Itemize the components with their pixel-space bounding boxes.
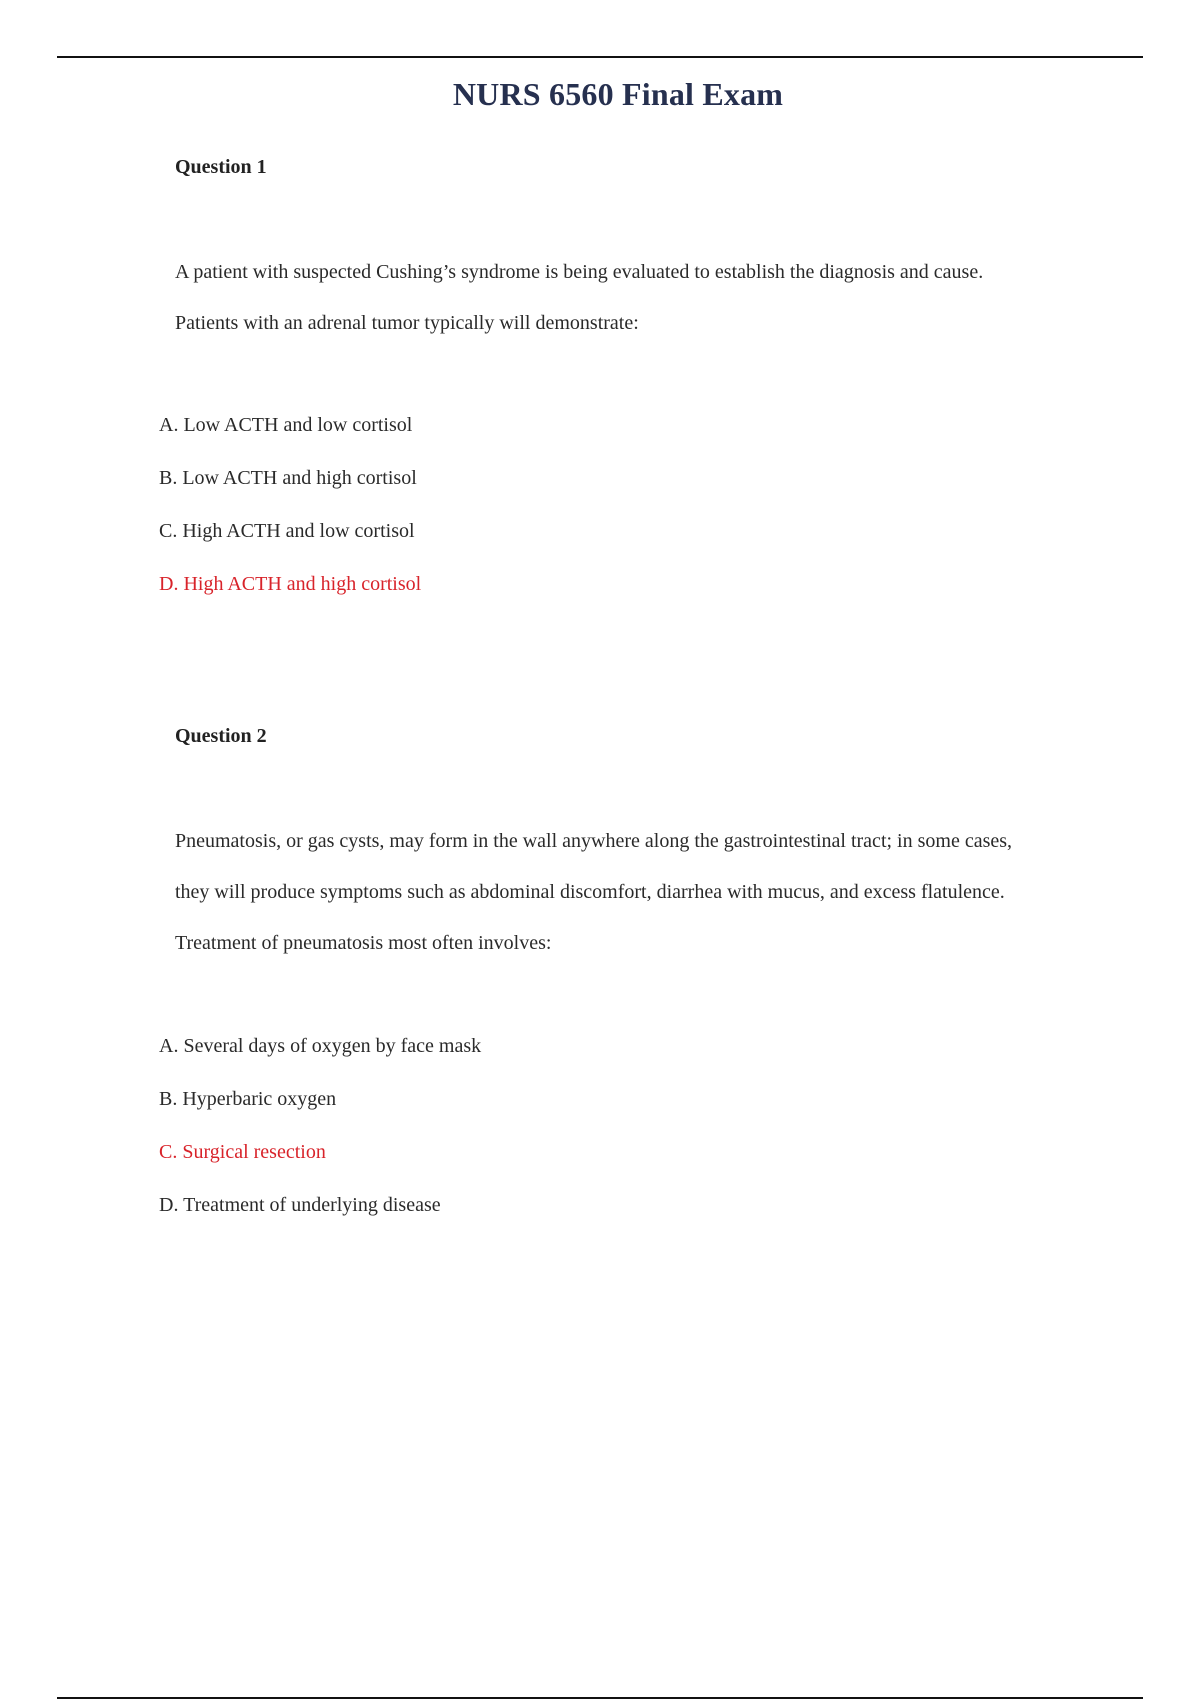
- question-2-option-a: A. Several days of oxygen by face mask: [159, 1035, 482, 1057]
- page-title: NURS 6560 Final Exam: [452, 76, 784, 112]
- question-2-text: Pneumatosis, or gas cysts, may form in the wall anywhere along the gastrointestinal tract; in some cases, they will produce symptoms such as abdominal discomfort, diarrhea with mucus, and excess flatulence. Treatment of pneumatosis most often involves:: [175, 830, 1013, 954]
- bottom-rule: [57, 1697, 1143, 1699]
- question-1-options: [159, 412, 421, 624]
- question-1-text: A patient with suspected Cushing’s syndrome is being evaluated to establish the diagnosis and cause. Patients with an adrenal tumor typically will demonstrate:: [175, 261, 984, 334]
- question-2-option-d: D. Treatment of underlying disease: [159, 1194, 441, 1216]
- question-1-heading: Question 1: [175, 156, 267, 178]
- question-1-option-c: C. High ACTH and low cortisol: [159, 520, 415, 542]
- question-1-option-d-answer: D. High ACTH and high cortisol: [159, 573, 422, 595]
- top-rule: [57, 56, 1143, 58]
- question-1-option-a: A. Low ACTH and low cortisol: [159, 414, 413, 436]
- question-1-option-b: B. Low ACTH and high cortisol: [159, 467, 417, 489]
- question-2-heading: Question 2: [175, 725, 267, 747]
- question-2-option-c-answer: C. Surgical resection: [159, 1141, 326, 1163]
- question-2-options: [159, 1033, 481, 1245]
- question-2-option-b: B. Hyperbaric oxygen: [159, 1088, 337, 1110]
